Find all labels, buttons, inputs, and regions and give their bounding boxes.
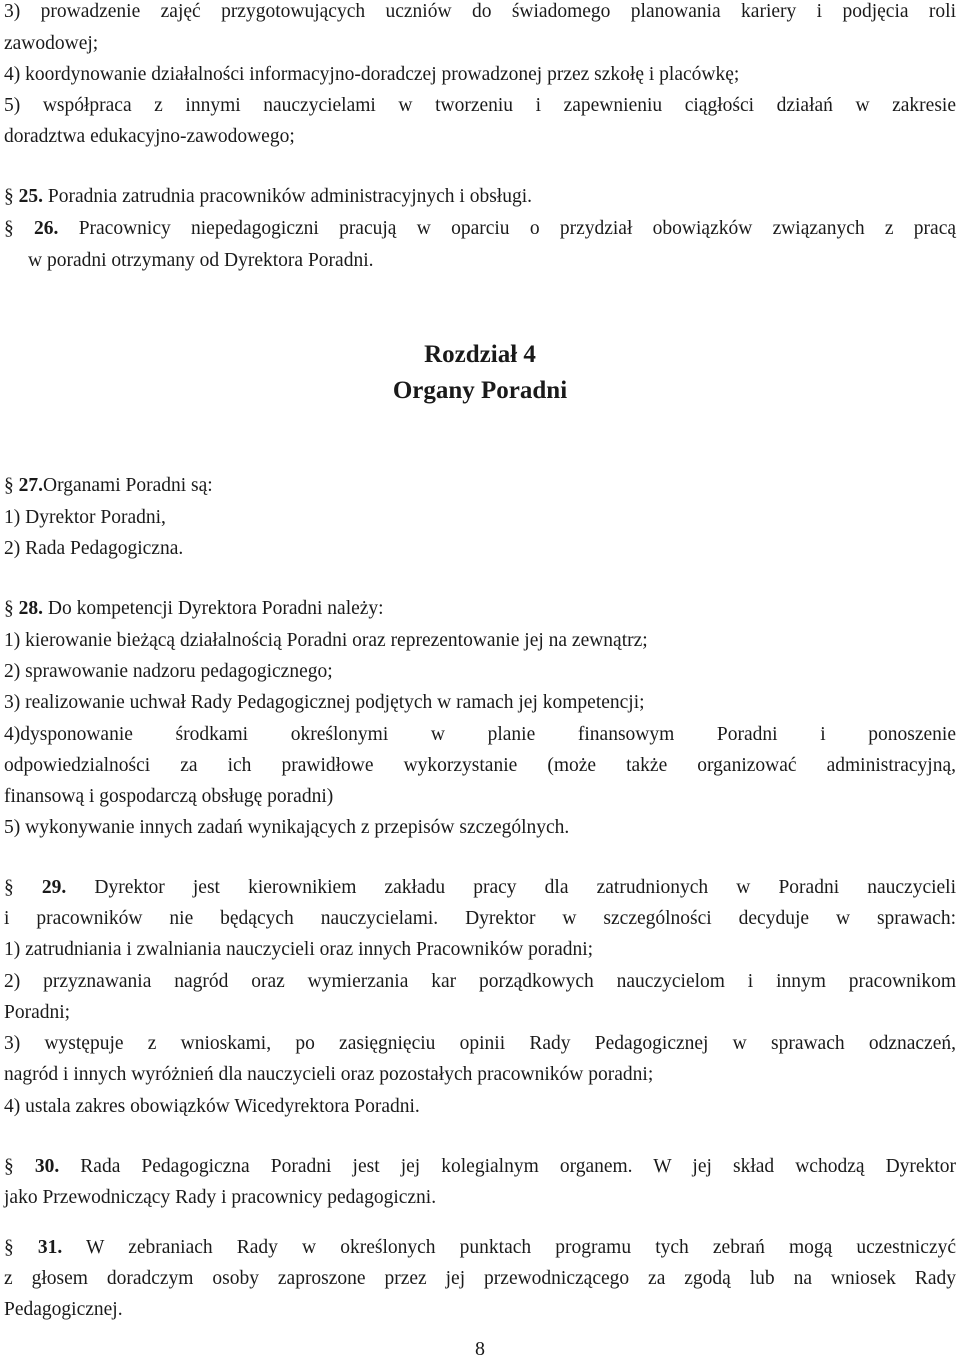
section-sign: § <box>4 186 14 207</box>
paragraph-number: 26. <box>34 218 59 239</box>
section-sign: § <box>4 877 14 898</box>
paragraph-text: Rada Pedagogiczna Poradni jest jej kolegialnym organem. W jej skład wchodzą Dyrektor <box>80 1156 956 1177</box>
list-item: 5) współpraca z innymi nauczycielami w tworzeniu i zapewnieniu ciągłości działań w zakresie <box>4 95 956 116</box>
paragraph-text: W zebraniach Rady w określonych punktach programu tych zebrań mogą uczestniczyć <box>86 1237 957 1258</box>
list-item: 4) koordynowanie działalności informacyjno-doradczej prowadzonej przez szkołę i placówkę; <box>4 64 740 85</box>
paragraph-text: Organami Poradni są: <box>43 475 213 496</box>
list-item-continuation: finansową i gospodarczą obsługę poradni) <box>4 786 334 807</box>
list-item-continuation: zawodowej; <box>4 33 99 54</box>
list-item: 3) realizowanie uchwał Rady Pedagogicznej podjętych w ramach jej kompetencji; <box>4 692 645 713</box>
list-item-continuation: nagród i innych wyróżnień dla nauczycieli oraz pozostałych pracowników poradni; <box>4 1064 654 1085</box>
paragraph-number: 31. <box>37 1237 63 1258</box>
paragraph-27 <box>4 474 956 498</box>
list-item: 1) zatrudniania i zwalniania nauczycieli oraz innych Pracowników poradni; <box>4 939 594 960</box>
paragraph-number: 28. <box>18 598 43 619</box>
list-item: 4) ustala zakres obowiązków Wicedyrektora Poradni. <box>4 1096 420 1117</box>
paragraph-29 <box>4 876 956 900</box>
paragraph-text: Pracownicy niepedagogiczni pracują w oparciu o przydział obowiązków związanych z pracą <box>78 218 957 239</box>
paragraph-text: jako Przewodniczący Rady i pracownicy pedagogiczni. <box>4 1187 437 1208</box>
paragraph-text: w poradni otrzymany od Dyrektora Poradni. <box>28 250 374 271</box>
chapter-subtitle: Organy Poradni <box>392 377 568 404</box>
paragraph-30 <box>4 1155 956 1179</box>
list-item: 3) prowadzenie zajęć przygotowujących uczniów do świadomego planowania kariery i podjęcia roli <box>4 1 956 22</box>
list-item: 2) przyznawania nagród oraz wymierzania kar porządkowych nauczycielom i innym pracownikom <box>4 971 956 992</box>
paragraph-number: 30. <box>34 1156 60 1177</box>
list-item-continuation: odpowiedzialności za ich prawidłowe wykorzystanie (może także organizować administracyjną, <box>4 755 956 776</box>
list-item: 4)dysponowanie środkami określonymi w planie finansowym Poradni i ponoszenie <box>4 724 956 745</box>
list-item: 5) wykonywanie innych zadań wynikających z przepisów szczególnych. <box>4 817 570 838</box>
section-sign: § <box>4 1237 14 1258</box>
paragraph-28 <box>4 597 956 621</box>
section-sign: § <box>4 218 14 239</box>
list-item-continuation: doradztwa edukacyjno-zawodowego; <box>4 126 295 147</box>
chapter-title: Rozdział 4 <box>424 341 536 368</box>
paragraph-26 <box>4 217 956 241</box>
paragraph-number: 25. <box>18 186 43 207</box>
paragraph-text: Do kompetencji Dyrektora Poradni należy: <box>47 598 384 619</box>
page-number: 8 <box>475 1338 485 1360</box>
paragraph-25 <box>4 185 956 209</box>
list-item: 2) Rada Pedagogiczna. <box>4 538 184 559</box>
list-item: 2) sprawowanie nadzoru pedagogicznego; <box>4 661 333 682</box>
paragraph-number: 27. <box>18 475 43 496</box>
paragraph-31 <box>4 1236 956 1260</box>
list-item-continuation: Poradni; <box>4 1002 71 1023</box>
list-item: 1) Dyrektor Poradni, <box>4 507 166 528</box>
list-item: 1) kierowanie bieżącą działalnością Poradni oraz reprezentowanie jej na zewnątrz; <box>4 630 648 651</box>
paragraph-number: 29. <box>41 877 67 898</box>
paragraph-text: i pracowników nie będących nauczycielami. Dyrektor w szczególności decyduje w sprawach: <box>4 908 956 929</box>
section-sign: § <box>4 475 14 496</box>
paragraph-text: Dyrektor jest kierownikiem zakładu pracy dla zatrudnionych w Poradni nauczycieli <box>94 877 957 898</box>
list-item: 3) występuje z wnioskami, po zasięgnięciu opinii Rady Pedagogicznej w sprawach odznaczeń, <box>4 1033 956 1054</box>
paragraph-text: Pedagogicznej. <box>4 1299 123 1320</box>
section-sign: § <box>4 1156 14 1177</box>
section-sign: § <box>4 598 14 619</box>
paragraph-text: z głosem doradczym osoby zaproszone przez jej przewodniczącego za zgodą lub na wniosek Rady <box>4 1268 956 1289</box>
paragraph-text: Poradnia zatrudnia pracowników administracyjnych i obsługi. <box>47 186 533 207</box>
